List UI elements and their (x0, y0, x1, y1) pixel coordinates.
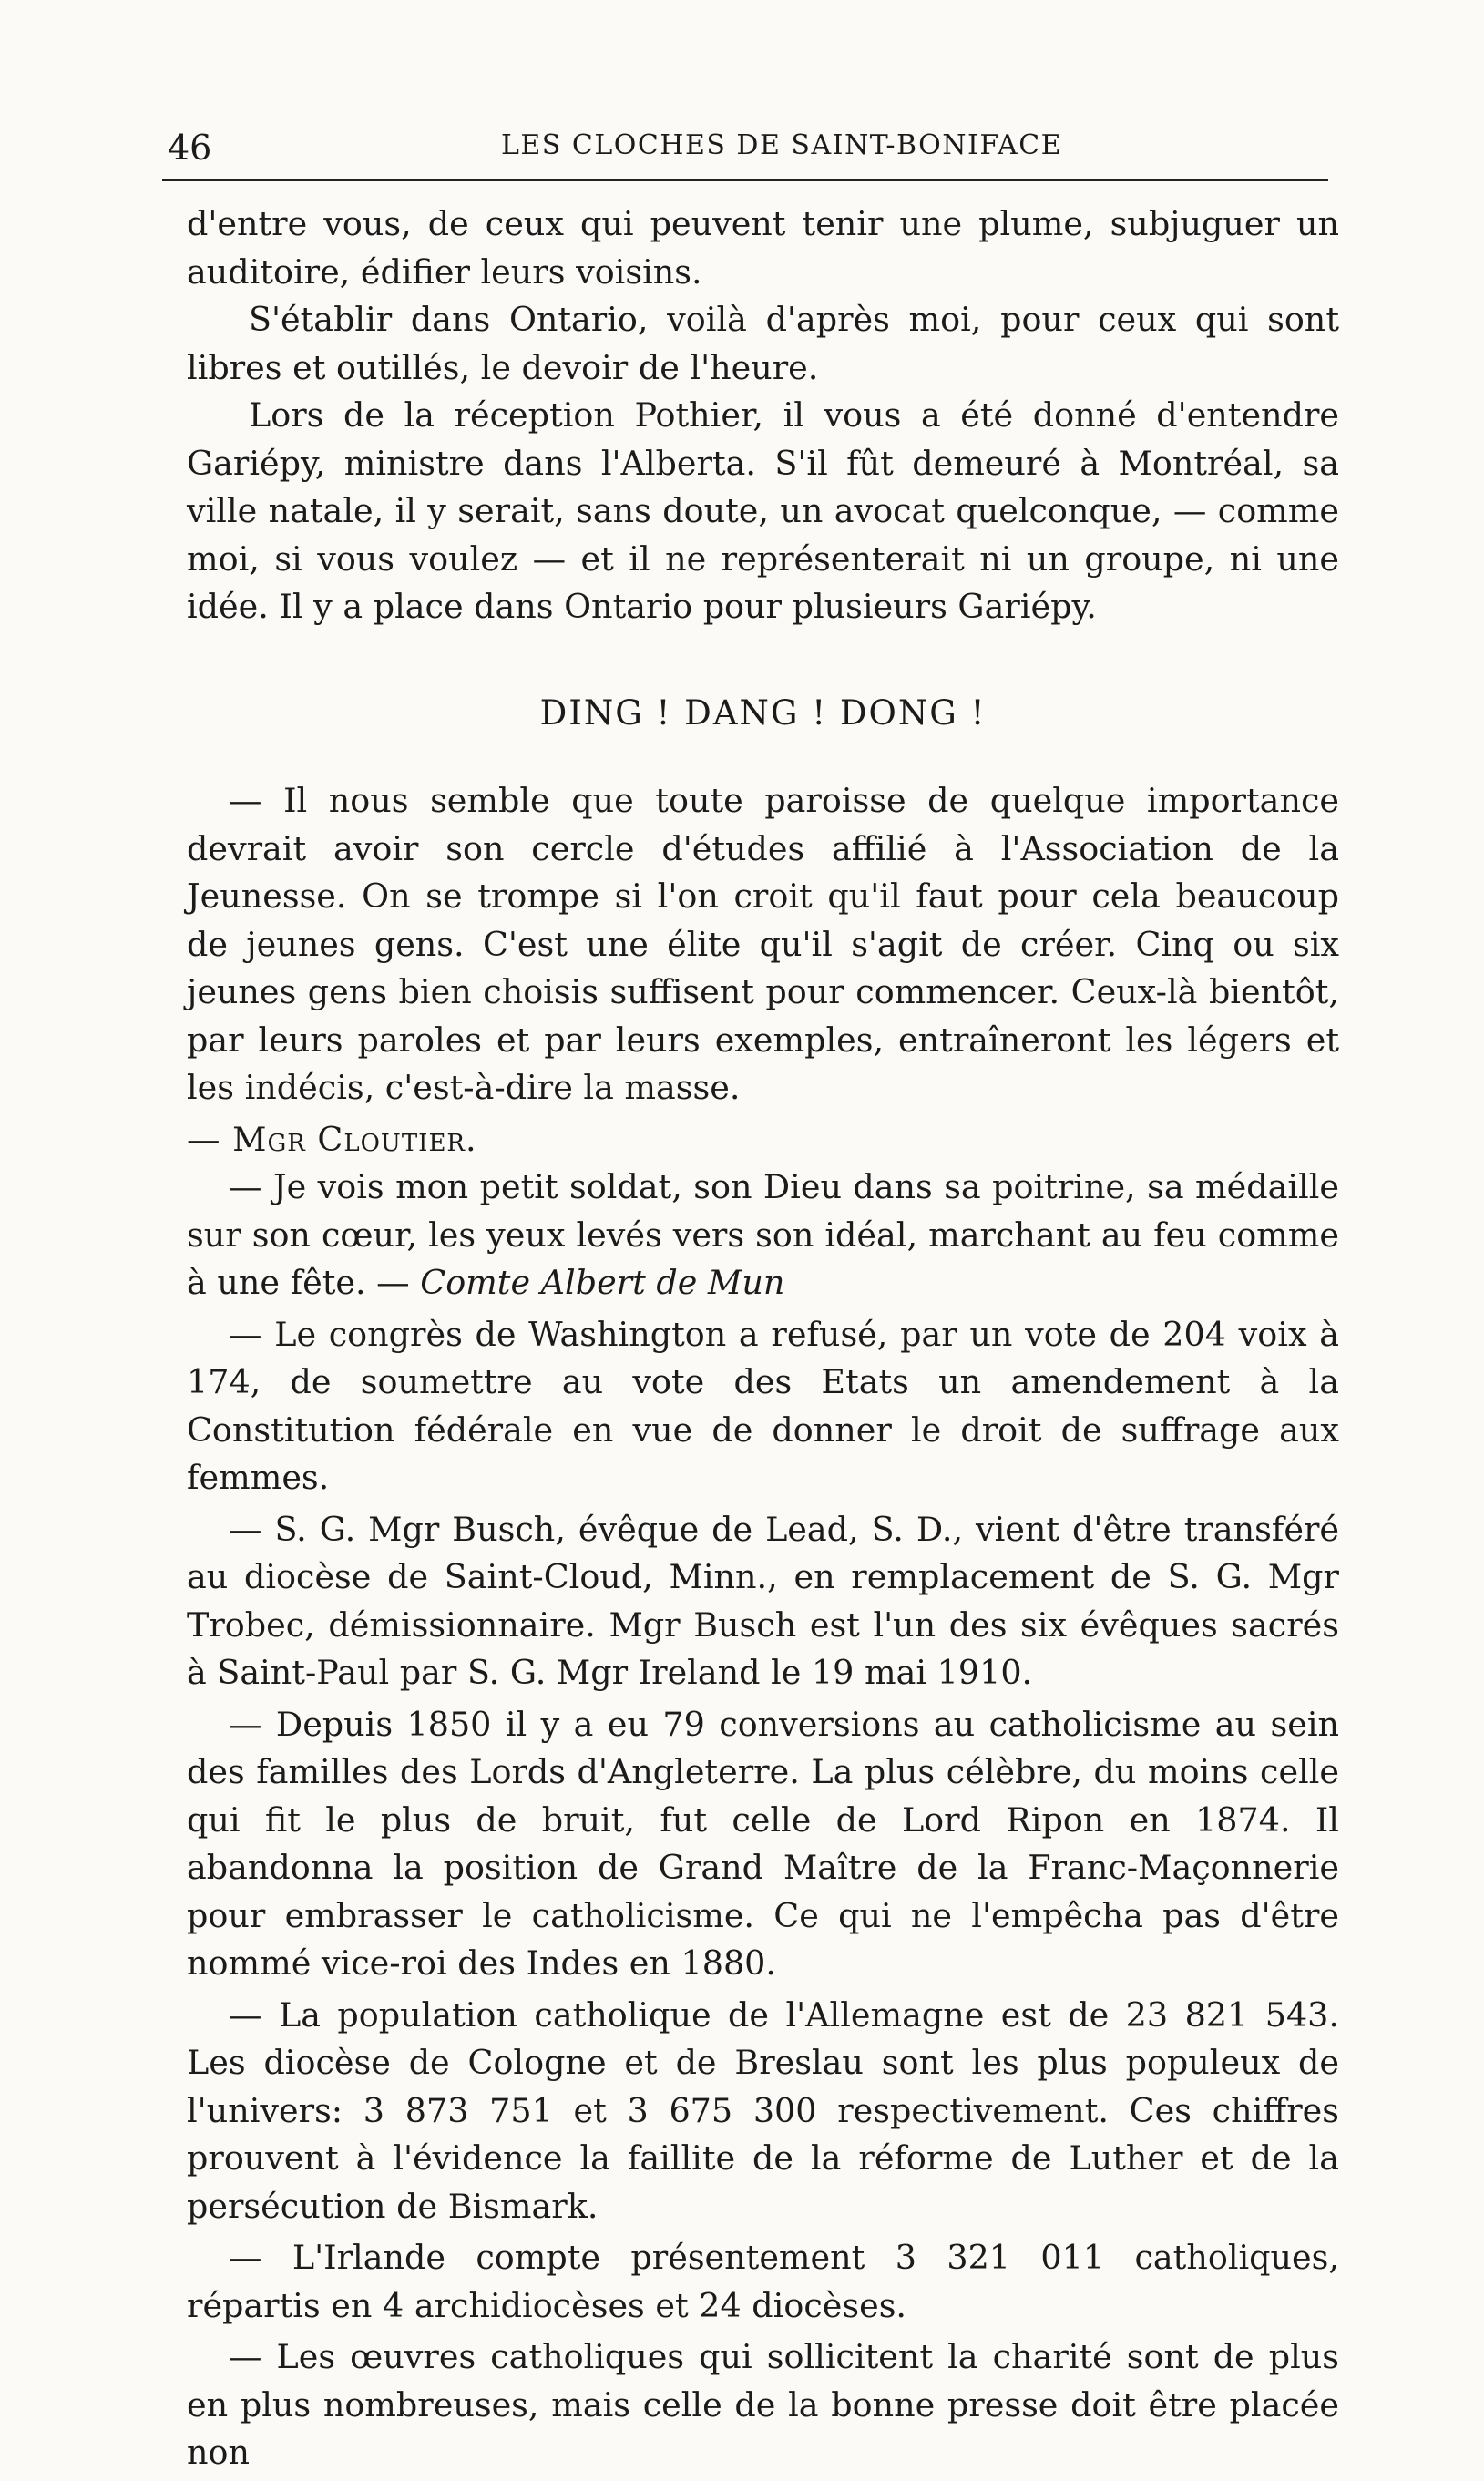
paragraph-continued: d'entre vous, de ceux qui peuvent tenir une plume, subjuguer un auditoire, édifier leurs voisins. (187, 204, 1339, 292)
page-number: 46 (168, 128, 212, 168)
paragraph-ontario: S'établir dans Ontario, voilà d'après moi, pour ceux qui sont libres et outillés, le devoir de l'heure. (187, 300, 1339, 387)
item-mun-text: — Je vois mon petit soldat, son Dieu dans sa poitrine, sa médaille sur son cœur, les yeux levés vers son idéal, marchant au feu comme à une fête. — (187, 1167, 1339, 1302)
item-cloutier: — Il nous semble que toute paroisse de quelque importance devrait avoir son cercle d'études affilié à l'Association de la Jeunesse. On se trompe si l'on croit qu'il faut pour cela beaucoup de jeunes gens. C'est une élite qu'il s'agit de créer. Cinq ou six jeunes gens bien choisis suffisent pour commencer. Ceux-là bientôt, par leurs paroles et par leurs exemples, entraîneront les légers et les indécis, c'est-à-dire la masse. (187, 781, 1339, 1107)
item-allemagne: — La population catholique de l'Allemagne est de 23 821 543. Les diocèse de Cologne et de Breslau sont les plus populeux de l'univers: 3 873 751 et 3 675 300 respectivement. Ces chiffres prouvent à l'évidence la faillite de la réforme de Luther et de la persécution de Bismark. (187, 1994, 1339, 2226)
item-busch: — S. G. Mgr Busch, évêque de Lead, S. D., vient d'être transféré au diocèse de Saint-Cloud, Minn., en remplacement de S. G. Mgr Trobec, démissionnaire. Mgr Busch est l'un des six évêques sacrés à Saint-Paul par S. G. Mgr Ireland le 19 mai 1910. (187, 1509, 1339, 1692)
paragraph-gariepy: Lors de la réception Pothier, il vous a été donné d'entendre Gariépy, ministre dans l'Alberta. S'il fût demeuré à Montréal, sa ville natale, il y serait, sans doute, un avocat quelconque, — comme moi, si vous voulez — et il ne représenterait ni un groupe, ni une idée. Il y a place dans Ontario pour plusieurs Gariépy. (187, 395, 1339, 626)
item-cloutier-signature: — Mgr Cloutier. (187, 1119, 477, 1159)
running-title: LES CLOCHES DE SAINT-BONIFACE (500, 129, 1063, 161)
page-header (162, 120, 1328, 175)
item-congres: — Le congrès de Washington a refusé, par un vote de 204 voix à 174, de soumettre au vote des Etats un amendement à la Constitution fédérale en vue de donner le droit de suffrage aux femmes. (187, 1314, 1339, 1497)
news-items (187, 777, 1339, 2477)
section-title: DING ! DANG ! DONG ! (539, 692, 987, 733)
page-body (187, 200, 1339, 2481)
header-rule (162, 179, 1328, 181)
item-oeuvres: — Les œuvres catholiques qui sollicitent la charité sont de plus en plus nombreuses, mais celle de la bonne presse doit être placée non (187, 2337, 1339, 2472)
item-irlande: — L'Irlande compte présentement 3 321 011 catholiques, répartis en 4 archidiocèses et 24 diocèses. (187, 2238, 1339, 2325)
item-conversions: — Depuis 1850 il y a eu 79 conversions au catholicisme au sein des familles des Lords d'Angleterre. La plus célèbre, du moins celle qui fit le plus de bruit, fut celle de Lord Ripon en 1874. Il abandonna la position de Grand Maître de la Franc-Maçonnerie pour embrasser le catholicisme. Ce qui ne l'empêcha pas d'être nommé vice-roi des Indes en 1880. (187, 1704, 1339, 1983)
item-mun (187, 1164, 1339, 1307)
item-mun-signature: Comte Albert de Mun (420, 1263, 785, 1302)
